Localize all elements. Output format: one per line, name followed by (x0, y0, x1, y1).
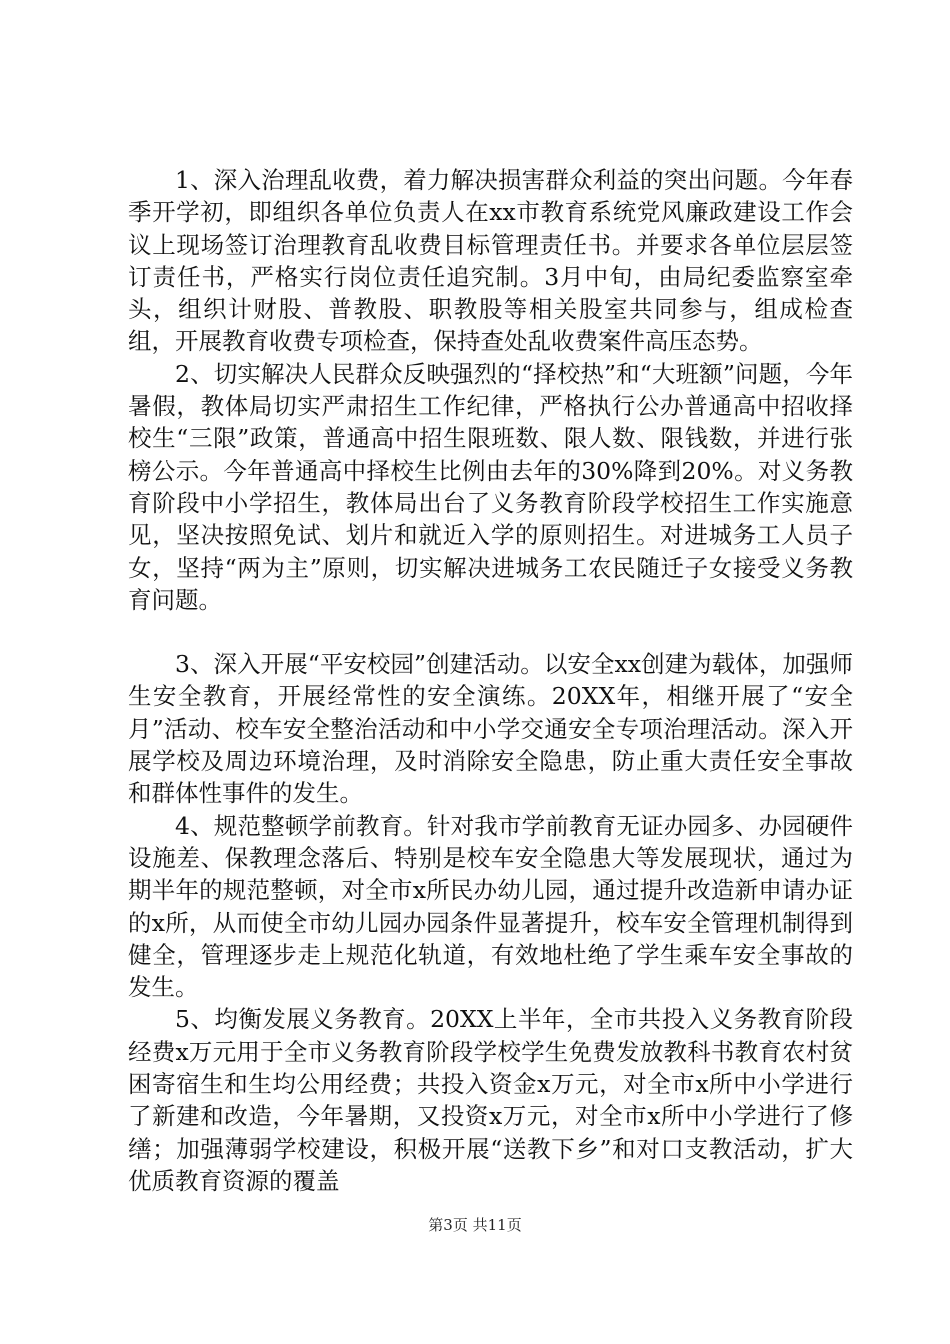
paragraph-3: 3、深入开展“平安校园”创建活动。以安全xx创建为载体，加强师生安全教育，开展经常性的安全演练。20XX年，相继开展了“安全月”活动、校车安全整治活动和中小学交通安全专项治理活动。深入开展学校及周边环境治理，及时消除安全隐患，防止重大责任安全事故和群体性事件的发生。 (128, 650, 853, 808)
paragraph-4: 4、规范整顿学前教育。针对我市学前教育无证办园多、办园硬件设施差、保教理念落后、特别是校车安全隐患大等发展现状，通过为期半年的规范整顿，对全市x所民办幼儿园，通过提升改造新申请办证的x所，从而使全市幼儿园办园条件显著提升，校车安全管理机制得到健全，管理逐步走上规范化轨道，有效地杜绝了学生乘车安全事故的发生。 (128, 811, 853, 1002)
document-body (128, 164, 853, 1197)
paragraph-1: 1、深入治理乱收费，着力解决损害群众利益的突出问题。今年春季开学初，即组织各单位负责人在xx市教育系统党风廉政建设工作会议上现场签订治理教育乱收费目标管理责任书。并要求各单位层层签订责任书，严格实行岗位责任追究制。3月中旬，由局纪委监察室牵头，组织计财股、普教股、职教股等相关股室共同参与，组成检查组，开展教育收费专项检查，保持查处乱收费案件高压态势。 (128, 166, 853, 356)
paragraph-2: 2、切实解决人民群众反映强烈的“择校热”和“大班额”问题，今年暑假，教体局切实严肃招生工作纪律，严格执行公办普通高中招收择校生“三限”政策，普通高中招生限班数、限人数、限钱数，并进行张榜公示。今年普通高中择校生比例由去年的30%降到20%。对义务教育阶段中小学招生，教体局出台了义务教育阶段学校招生工作实施意见，坚决按照免试、划片和就近入学的原则招生。对进城务工人员子女，坚持“两为主”原则，切实解决进城务工农民随迁子女接受义务教育问题。 (128, 359, 853, 614)
paragraph-5: 5、均衡发展义务教育。20XX上半年，全市共投入义务教育阶段经费x万元用于全市义务教育阶段学校学生免费发放教科书教育农村贫困寄宿生和生均公用经费；共投入资金x万元，对全市x所中小学进行了新建和改造，今年暑期，又投资x万元，对全市x所中小学进行了修缮；加强薄弱学校建设，积极开展“送教下乡”和对口支教活动，扩大优质教育资源的覆盖 (128, 1005, 853, 1195)
page-number-footer: 第3页 共11页 (428, 1216, 522, 1234)
